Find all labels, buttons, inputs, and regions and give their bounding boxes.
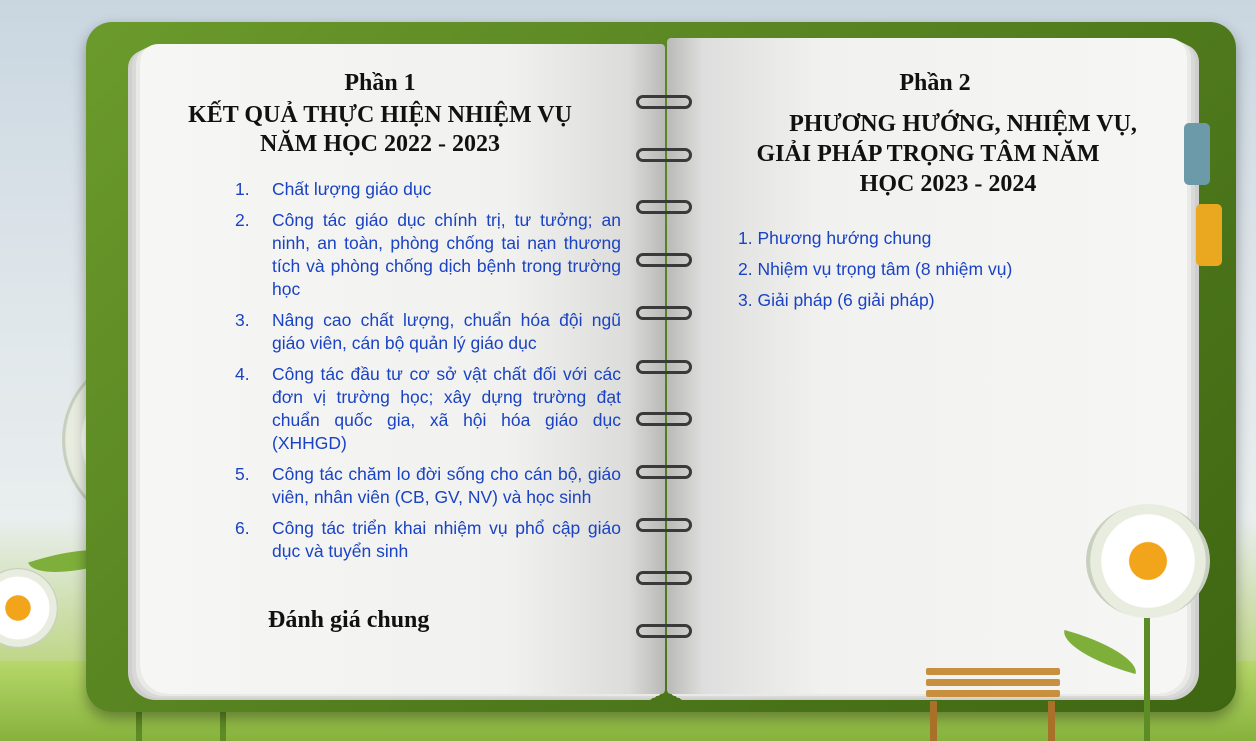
spiral-ring-icon <box>636 412 692 426</box>
part2-list <box>738 227 1158 320</box>
part2-title-line: HỌC 2023 - 2024 <box>859 171 1037 197</box>
park-bench-icon <box>918 668 1068 741</box>
list-number: 2. <box>235 210 250 230</box>
list-text: Công tác giáo dục chính trị, tư tưởng; an ninh, an toàn, phòng chống tai nạn thương tích và phòng chống dịch bệnh trong trường học <box>272 210 621 299</box>
spiral-ring-icon <box>636 518 692 532</box>
part1-label: Phần 1 <box>344 70 416 96</box>
part2-title-line: GIẢI PHÁP TRỌNG TÂM NĂM <box>756 141 1100 167</box>
daisy-flower-icon <box>0 568 58 648</box>
spiral-ring-icon <box>636 253 692 267</box>
daisy-flower-icon <box>1086 504 1210 618</box>
list-item: 3. Giải pháp (6 giải pháp) <box>738 290 935 310</box>
list-text: Chất lượng giáo dục <box>272 179 432 199</box>
list-item: 1. Phương hướng chung <box>738 228 932 248</box>
summary-heading: Đánh giá chung <box>268 607 430 633</box>
list-item <box>235 309 621 355</box>
spiral-ring-icon <box>636 360 692 374</box>
list-item <box>235 178 621 201</box>
list-item <box>235 463 621 509</box>
list-item: 2. Nhiệm vụ trọng tâm (8 nhiệm vụ) <box>738 259 1013 279</box>
list-number: 6. <box>235 518 250 538</box>
part1-title <box>175 101 585 159</box>
spiral-ring-icon <box>636 571 692 585</box>
list-number: 3. <box>235 310 250 330</box>
part1-list <box>235 178 621 571</box>
spiral-ring-icon <box>636 148 692 162</box>
part2-title-line: PHƯƠNG HƯỚNG, NHIỆM VỤ, <box>789 111 1137 137</box>
list-item <box>235 209 621 301</box>
spiral-ring-icon <box>636 200 692 214</box>
list-number: 4. <box>235 364 250 384</box>
part1-title-line: NĂM HỌC 2022 - 2023 <box>260 131 500 157</box>
part2-title <box>748 109 1148 199</box>
bookmark-tab-blue <box>1184 123 1210 185</box>
list-text: Nâng cao chất lượng, chuẩn hóa đội ngũ giáo viên, cán bộ quản lý giáo dục <box>272 310 621 353</box>
spiral-ring-icon <box>636 306 692 320</box>
list-text: Công tác chăm lo đời sống cho cán bộ, giáo viên, nhân viên (CB, GV, NV) và học sinh <box>272 464 621 507</box>
part1-title-line: KẾT QUẢ THỰC HIỆN NHIỆM VỤ <box>188 102 572 128</box>
list-text: Công tác triển khai nhiệm vụ phổ cập giáo dục và tuyển sinh <box>272 518 621 561</box>
list-number: 5. <box>235 464 250 484</box>
list-item <box>235 363 621 455</box>
list-text: Công tác đầu tư cơ sở vật chất đối với các đơn vị trường học; xây dựng trường đạt chuẩn quốc gia, xã hội hóa giáo dục (XHHGD) <box>272 364 621 453</box>
spiral-ring-icon <box>636 624 692 638</box>
list-number: 1. <box>235 179 250 199</box>
bookmark-tab-yellow <box>1196 204 1222 266</box>
spiral-ring-icon <box>636 95 692 109</box>
part2-label: Phần 2 <box>899 70 971 96</box>
list-item <box>235 517 621 563</box>
spiral-ring-icon <box>636 465 692 479</box>
